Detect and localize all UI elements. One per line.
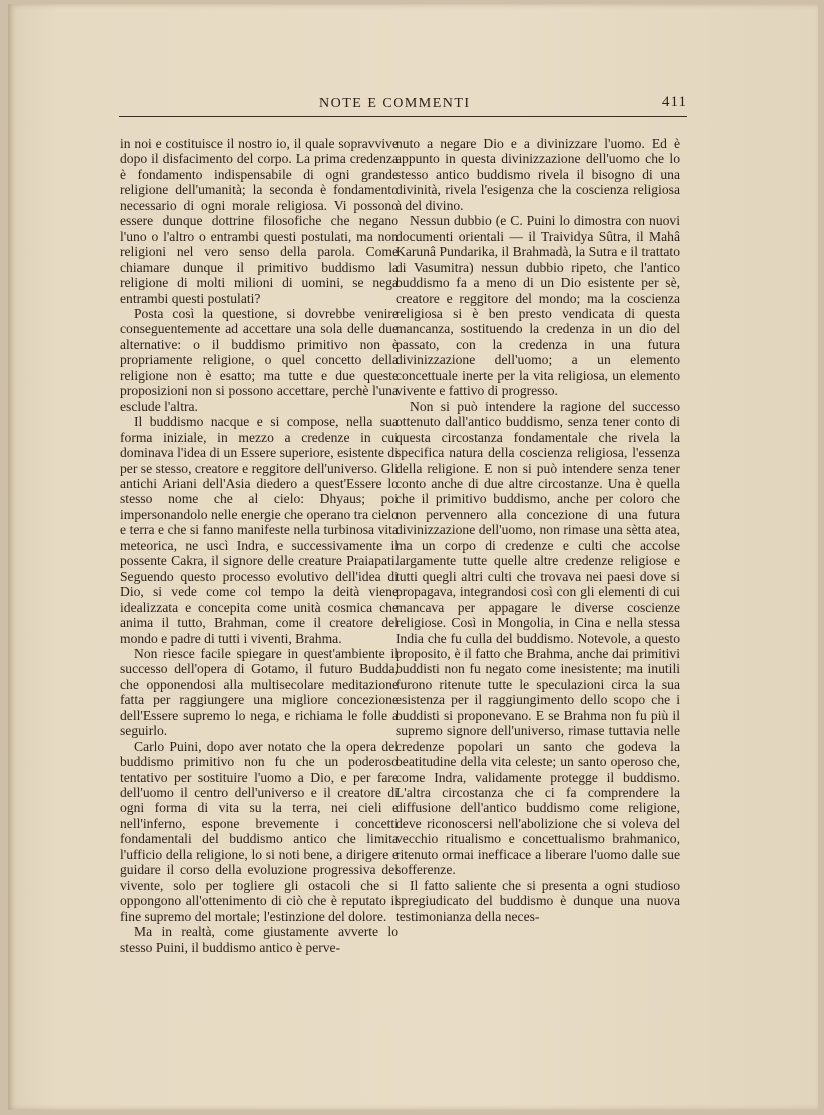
paragraph: nuto a negare Dio e a divinizzare l'uomo. Ed è appunto in questa divinizzazione dell'uomo che lo stesso antico buddismo rivela il bisogno di una divinità, rivela l'esigenza che la coscienza religiosa à del divino. xyxy=(396,136,680,213)
paragraph: in noi e costituisce il nostro io, il quale sopravvive dopo il disfacimento del corpo. La prima credenza è fondamento indispensabile di ogni grande religione dell'umanità; la seconda è fondamento necessario di ogni morale religiosa. Vi possono essere dunque dottrine filosofiche che negano l'uno o l'altro o entrambi questi postulati, ma non religioni nel vero senso della parola. Come chiamare dunque il primitivo buddismo la religione di molti milioni di uomini, se nega entrambi questi postulati? xyxy=(120,136,398,306)
book-page xyxy=(8,4,818,1110)
page-header xyxy=(119,94,687,117)
paragraph: Carlo Puini, dopo aver notato che la opera del buddismo primitivo non fu che un poderoso tentativo per sostituire l'uomo a Dio, e per fare dell'uomo il centro dell'universo e il creatore di ogni forma di vita su la terra, nei cieli e nell'inferno, espone brevemente i concetti fondamentali del buddismo antico che limita l'ufficio della religione, lo si noti bene, a dirigere e guidare il corso della evoluzione progressiva del vivente, solo per togliere gli ostacoli che si oppongono all'ottenimento di ciò che è reputato il fine supremo del mortale; l'estinzione del dolore. xyxy=(120,738,398,924)
paragraph: Non si può intendere la ragione del successo ottenuto dall'antico buddismo, senza tener conto di questa circostanza fondamentale che rivela la specifica natura della coscienza religiosa, l'essenza della religione. E non si può intendere senza tener conto anche di due altre circostanze. Una è quella che il primitivo buddismo, anche per coloro che non pervennero alla concezione di una futura divinizzazione dell'uomo, non rimase una sètta atea, ma un corpo di credenze e culti che accolse largamente tutte quelle altre credenze religiose e tutti quegli altri culti che trovava nei paesi dove si propagava, integrandosi così con gli elementi di cui mancava per appagare le diverse coscienze religiose. Così in Mongolia, in Cina e nella stessa India che fu culla del buddismo. Notevole, a questo proposito, è il fatto che Brahma, anche dai primitivi buddisti non fu negato come inesistente; ma inutili furono ritenute tutte le speculazioni circa la sua esistenza per il raggiungimento dello scopo che i buddisti si proponevano. E se Brahma non fu più il supremo signore dell'universo, rimase tuttavia nelle credenze popolari un santo che godeva la beatitudine della vita celeste; un santo operoso che, come Indra, validamente protegge il buddismo. L'altra circostanza che ci fa comprendere la diffusione dell'antico buddismo come religione, deve riconoscersi nell'abolizione che si voleva del vecchio ritualismo e concettualismo brahmanico, ritenuto ormai inefficace a liberare l'uomo dalle sue sofferenze. xyxy=(396,398,680,878)
paragraph: Il fatto saliente che si presenta a ogni studioso spregiudicato del buddismo è dunque una nuova testimonianza della neces- xyxy=(396,877,680,924)
paragraph: Ma in realtà, come giustamente avverte lo stesso Puini, il buddismo antico è perve- xyxy=(120,924,398,955)
right-column xyxy=(396,136,680,924)
paragraph: Nessun dubbio (e C. Puini lo dimostra con nuovi documenti orientali — il Traividya Sûtra, il Mahâ Karunâ Pundarika, il Brahmadà, la Sutra e il trattato di Vasumitra) nessun dubbio ripeto, che l'antico buddismo fa a meno di un Dio esistente per sè, creatore e reggitore del mondo; ma la coscienza religiosa si è ben presto vendicata di questa mancanza, sostituendo la credenza in un dio del passato, con la credenza in una futura divinizzazione dell'uomo; a un elemento concettuale inerte per la vita religiosa, un elemento vivente e fattivo di progresso. xyxy=(396,213,680,399)
running-head: NOTE E COMMENTI xyxy=(319,96,471,111)
paragraph: Non riesce facile spiegare in quest'ambiente il successo dell'opera di Gotamo, il futuro Budda, che opponendosi alla multisecolare meditazione fatta per raggiungere una migliore concezione dell'Essere supremo lo nega, e richiama le folle a seguirlo. xyxy=(120,645,398,739)
left-column xyxy=(120,136,398,955)
page-number: 411 xyxy=(662,94,687,110)
paragraph: Posta così la questione, si dovrebbe venire conseguentemente ad accettare una sola delle due alternative: o il buddismo primitivo non è propriamente religione, o quel concetto della religione non è esatto; ma tutte e due queste proposizioni non si possono accettare, perchè l'una esclude l'altra. xyxy=(120,305,398,414)
paragraph: Il buddismo nacque e si compose, nella sua forma iniziale, in mezzo a credenze in cui dominava l'idea di un Essere superiore, esistente di per se stesso, creatore e reggitore dell'universo. Gli antichi Ariani dell'Asia diedero a quest'Essere lo stesso nome che al cielo: Dhyaus; poi impersonandolo nelle energie che operano tra cielo e terra e che si fanno manifeste nella turbinosa vita meteorica, ne uscì Indra, e successivamente il possente Cakra, il signore delle creature Praiapati. Seguendo questo processo evolutivo dell'idea di Dio, si vede come col tempo la deità viene idealizzata e concepita come unità cosmica che anima il tutto, Brahman, come il creatore del mondo e padre di tutti i viventi, Brahma. xyxy=(120,414,398,646)
